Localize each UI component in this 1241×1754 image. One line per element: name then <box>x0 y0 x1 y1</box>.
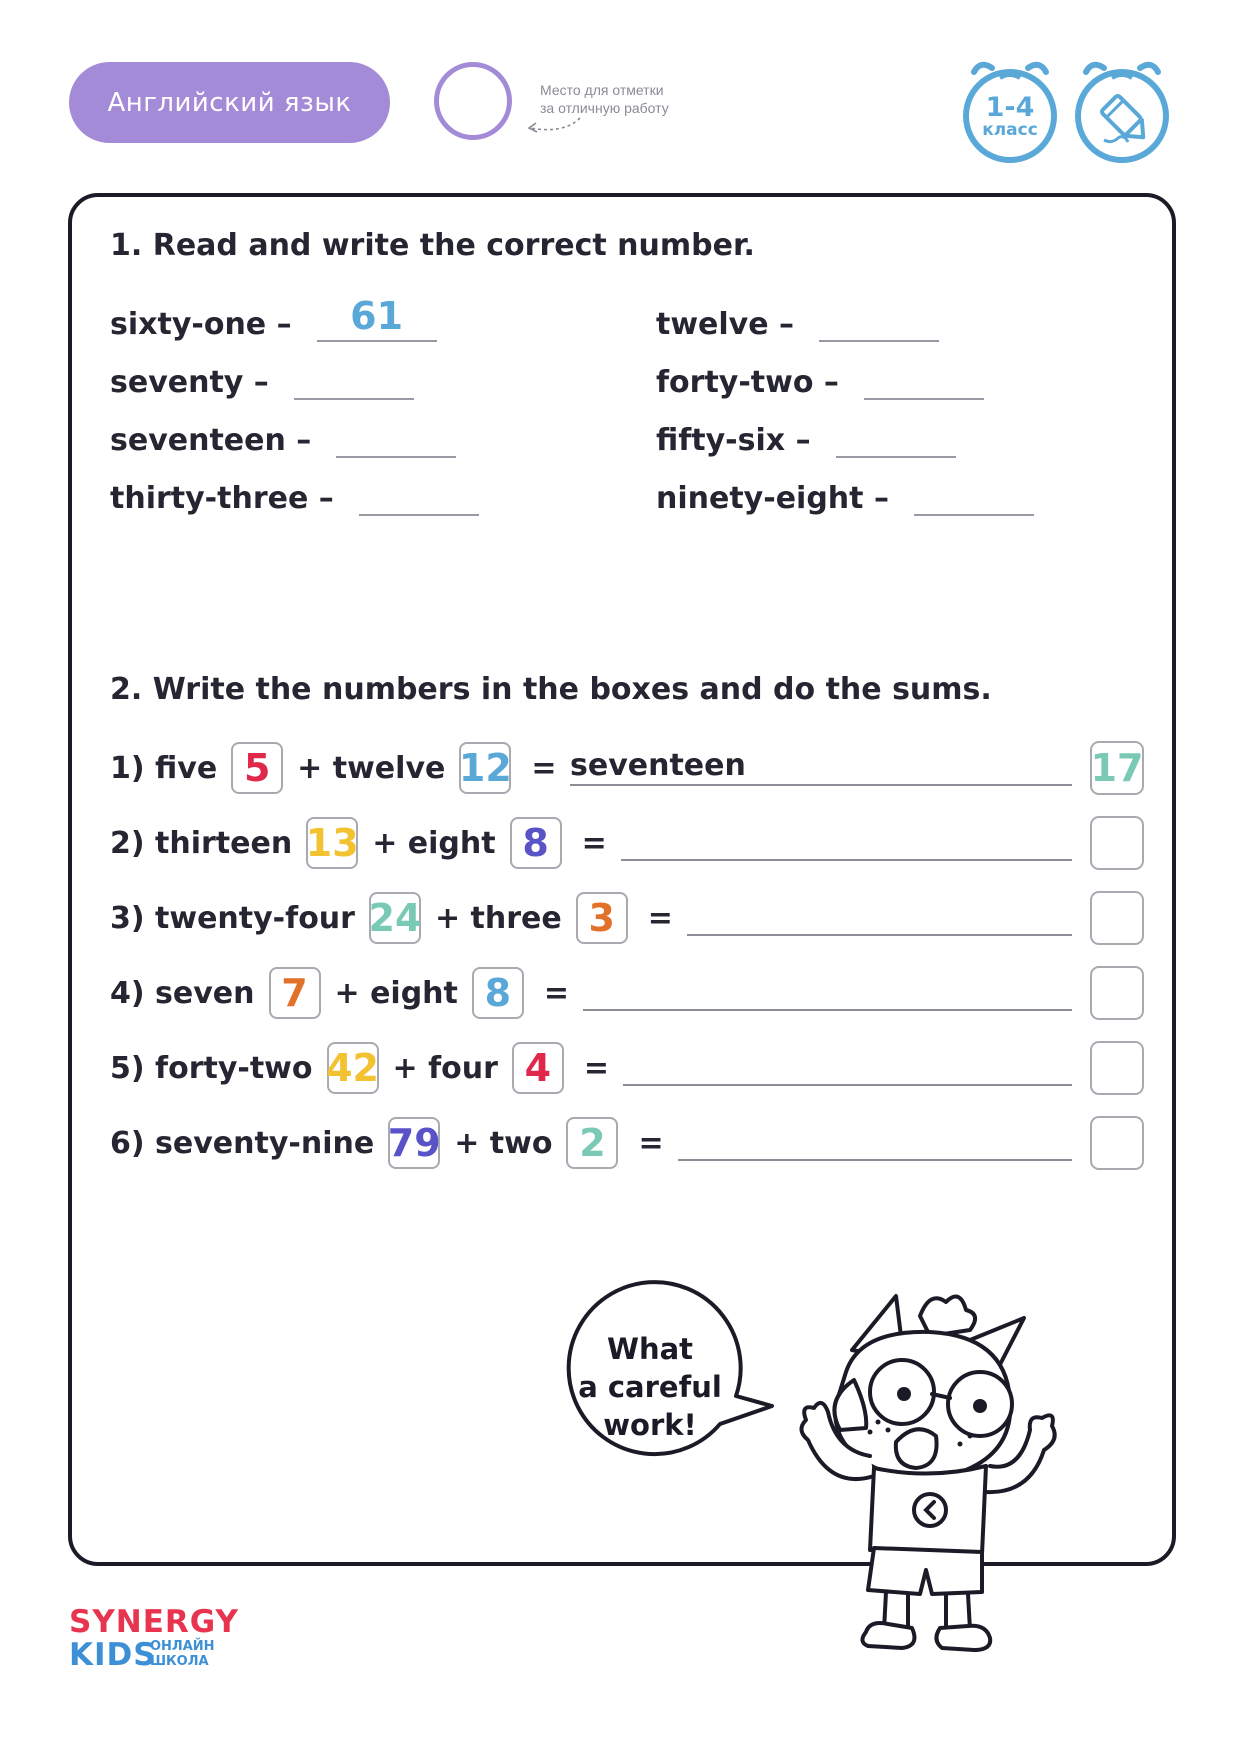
number-box-first[interactable]: 13 <box>306 817 358 869</box>
sum-second-word: + four <box>392 1050 498 1086</box>
grade-mark-note: Место для отметки за отличную работу <box>540 82 669 116</box>
speech-line: a careful <box>578 1370 722 1404</box>
sum-second-word: + three <box>434 900 562 936</box>
curved-arrow-icon <box>524 112 584 136</box>
ex1-word: seventeen – <box>110 423 312 458</box>
ex1-answer: 61 <box>350 294 404 338</box>
equals-sign: = <box>647 900 673 936</box>
sum-first-word: 5) forty-two <box>110 1050 313 1086</box>
number-box-second[interactable]: 4 <box>512 1042 564 1094</box>
ex1-word: ninety-eight – <box>656 481 889 516</box>
sum-answer-line[interactable] <box>621 859 1072 861</box>
sum-first-word: 2) thirteen <box>110 825 293 861</box>
ex1-word: sixty-one – <box>110 307 292 342</box>
sum-row <box>110 740 556 796</box>
grade-level-word: класс <box>982 120 1038 140</box>
speech-line: What <box>606 1332 694 1366</box>
ex1-word: thirty-three – <box>110 481 334 516</box>
number-box-second[interactable]: 3 <box>576 892 628 944</box>
ex1-item <box>656 416 956 458</box>
sum-row <box>110 1040 609 1096</box>
number-box-second[interactable]: 8 <box>472 967 524 1019</box>
ex1-answer-blank[interactable] <box>914 474 1034 516</box>
result-number-box[interactable] <box>1090 891 1144 945</box>
equals-sign: = <box>531 750 557 786</box>
sum-row <box>110 965 569 1021</box>
number-box-first[interactable]: 42 <box>327 1042 379 1094</box>
ex1-item <box>656 358 984 400</box>
number-box-first[interactable]: 24 <box>369 892 421 944</box>
brand-logo-top: SYNERGY <box>69 1604 239 1640</box>
grade-level-clock-icon <box>960 58 1060 170</box>
ex1-answer-blank[interactable] <box>359 474 479 516</box>
grade-mark-circle[interactable] <box>434 62 512 140</box>
ex1-word: twelve – <box>656 307 795 342</box>
sum-second-word: + twelve <box>297 750 446 786</box>
sum-first-word: 3) twenty-four <box>110 900 355 936</box>
number-box-second[interactable]: 8 <box>510 817 562 869</box>
exercise1-title: 1. Read and write the correct number. <box>110 228 755 263</box>
sum-answer-line[interactable] <box>623 1084 1072 1086</box>
number-box-first[interactable]: 79 <box>388 1117 440 1169</box>
equals-sign: = <box>638 1125 664 1161</box>
ex1-answer-blank[interactable] <box>317 294 437 342</box>
rhino-mascot-illustration <box>770 1280 1060 1670</box>
sum-second-word: + eight <box>334 975 458 1011</box>
brand-logo-subtitle: ОНЛАЙН ШКОЛА <box>150 1639 215 1669</box>
pencil-clock-icon <box>1072 58 1172 170</box>
sum-first-word: 4) seven <box>110 975 255 1011</box>
sum-answer-line[interactable] <box>678 1159 1072 1161</box>
sum-second-word: + eight <box>372 825 496 861</box>
ex1-answer-blank[interactable] <box>336 416 456 458</box>
number-box-first[interactable]: 5 <box>231 742 283 794</box>
number-box-second[interactable]: 12 <box>459 742 511 794</box>
sum-answer-line[interactable] <box>583 1009 1072 1011</box>
brand-logo-bottom: KIDS <box>69 1637 157 1673</box>
ex1-word: fifty-six – <box>656 423 811 458</box>
result-number-box[interactable] <box>1090 816 1144 870</box>
sum-answer-line[interactable] <box>570 784 1072 786</box>
result-number-box[interactable] <box>1090 1041 1144 1095</box>
ex1-answer-blank[interactable] <box>836 416 956 458</box>
ex1-word: seventy – <box>110 365 269 400</box>
result-number-box[interactable] <box>1090 966 1144 1020</box>
ex1-item <box>110 358 414 400</box>
equals-sign: = <box>583 1050 610 1086</box>
sum-second-word: + two <box>454 1125 553 1161</box>
result-number-box[interactable] <box>1090 1116 1144 1170</box>
sum-answer-line[interactable] <box>687 934 1072 936</box>
ex1-item <box>110 294 437 342</box>
sum-first-word: 1) five <box>110 750 218 786</box>
subject-badge: Английский язык <box>69 62 390 143</box>
equals-sign: = <box>581 825 607 861</box>
sum-answer-words: seventeen <box>570 748 746 783</box>
ex1-item <box>656 300 939 342</box>
speech-bubble-text <box>560 1330 740 1444</box>
ex1-answer-blank[interactable] <box>294 358 414 400</box>
equals-sign: = <box>543 975 570 1011</box>
sum-row <box>110 890 673 946</box>
grade-level-range: 1-4 <box>985 92 1035 123</box>
speech-line: work! <box>603 1408 697 1442</box>
exercise2-title: 2. Write the numbers in the boxes and do the sums. <box>110 672 992 707</box>
ex1-item <box>656 474 1034 516</box>
sum-row <box>110 1115 664 1171</box>
sum-row <box>110 815 607 871</box>
sum-first-word: 6) seventy-nine <box>110 1125 375 1161</box>
ex1-answer-blank[interactable] <box>864 358 984 400</box>
ex1-answer-blank[interactable] <box>819 300 939 342</box>
ex1-word: forty-two – <box>656 365 839 400</box>
ex1-item <box>110 416 456 458</box>
grade-level-label <box>960 94 1060 139</box>
ex1-item <box>110 474 479 516</box>
number-box-first[interactable]: 7 <box>269 967 321 1019</box>
result-number-box[interactable]: 17 <box>1090 741 1144 795</box>
number-box-second[interactable]: 2 <box>566 1117 618 1169</box>
